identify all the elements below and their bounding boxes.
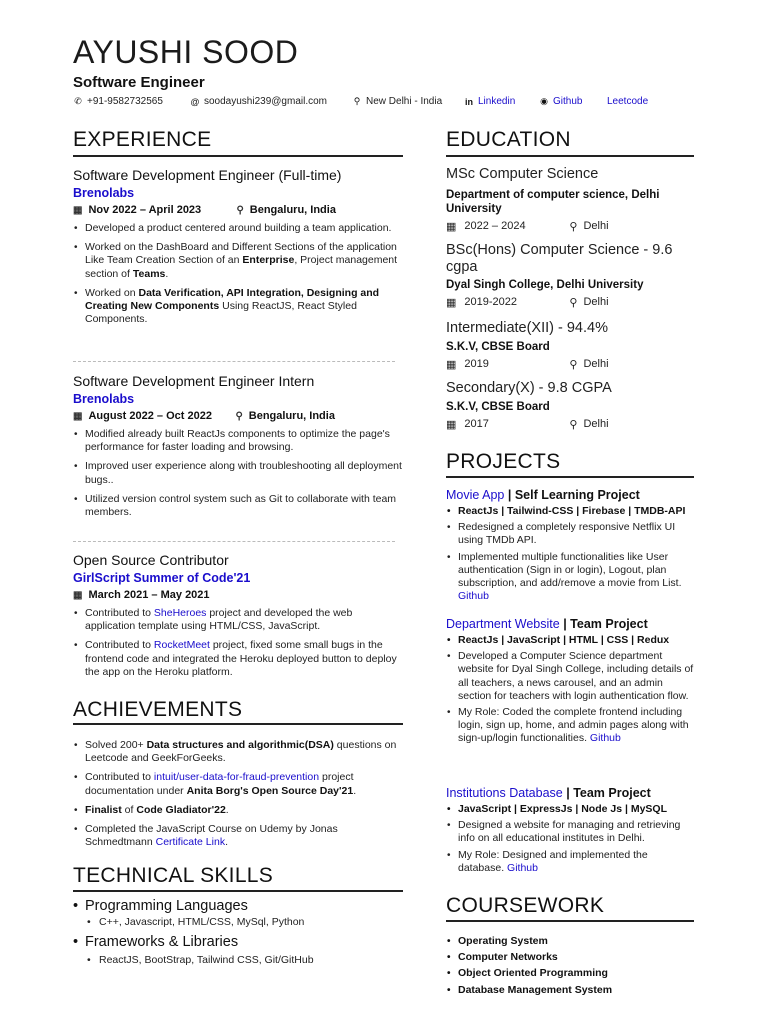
- skill-category: • Frameworks & Libraries: [73, 934, 403, 950]
- skill-items: • ReactJS, BootStrap, Tailwind CSS, Git/GitHub: [73, 954, 403, 966]
- degree: BSc(Hons) Computer Science - 9.6 cgpa: [446, 242, 673, 275]
- location-pin-icon: ⚲: [236, 204, 244, 216]
- list-item: • Solved 200+ Data structures and algorithmic(DSA) questions on Leetcode and GeekForGeeks.: [73, 739, 403, 765]
- degree: Intermediate(XII) - 94.4%: [446, 320, 608, 336]
- calendar-icon: ▦: [446, 221, 457, 233]
- edu-years: 2019-2022: [464, 296, 518, 308]
- skill-items: • C++, Javascript, HTML/CSS, MySql, Python: [73, 916, 403, 928]
- location-contact: [352, 96, 464, 107]
- entry-divider: [73, 361, 395, 362]
- linkedin-contact[interactable]: [464, 96, 539, 107]
- project-github-link[interactable]: Github: [589, 732, 621, 745]
- project-name-link[interactable]: Movie App: [446, 488, 505, 502]
- project-type: | Team Project: [562, 786, 651, 800]
- calendar-icon: ▦: [73, 589, 83, 601]
- project-entry: [446, 488, 694, 606]
- achievements-heading: ACHIEVEMENTS: [73, 698, 243, 721]
- edu-years: 2022 – 2024: [464, 220, 526, 232]
- list-item: • Database Management System: [446, 984, 694, 997]
- rocketmeet-link[interactable]: RocketMeet: [153, 639, 210, 652]
- list-item: • Developed a Computer Science department website for Dyal Singh College, including details of all teachers, a news carousel, and an admin section for teachers with login authentication flow.: [446, 650, 694, 703]
- list-item: • Developed a product centered around building a team application.: [73, 222, 403, 235]
- institution: S.K.V, CBSE Board: [446, 401, 550, 413]
- list-item: • Worked on Data Verification, API Integration, Designing and Creating New Components Using ReactJS, React Styled Components.: [73, 287, 403, 327]
- degree: Secondary(X) - 9.8 CGPA: [446, 380, 612, 396]
- edu-years: 2017: [464, 418, 489, 430]
- certificate-link[interactable]: Certificate Link: [155, 836, 226, 849]
- list-item: • Contributed to RocketMeet project, fixed some small bugs in the frontend code and integrated the Heroku deployed button to deploy the app on the Heroku platform.: [73, 639, 403, 679]
- job-title: Open Source Contributor: [73, 552, 229, 568]
- job-location: Bengaluru, India: [249, 204, 336, 216]
- linkedin-icon: in: [465, 96, 473, 107]
- list-item: • Implemented multiple functionalities like User authentication (Sign in or login), Logout, plan subscription, and add/remove a movie from List. Github: [446, 551, 694, 604]
- section-divider: [73, 890, 403, 892]
- education-entry: [446, 242, 694, 309]
- list-item: • Improved user experience along with troubleshooting all deployment bugs..: [73, 460, 403, 486]
- edu-location: Delhi: [583, 220, 609, 232]
- project-type: | Self Learning Project: [504, 488, 640, 502]
- list-item: • Designed a website for managing and retrieving info on all educational institutes in Delhi.: [446, 819, 694, 845]
- email-contact[interactable]: [190, 96, 352, 107]
- github-link[interactable]: Github: [553, 96, 583, 107]
- list-item: • Contributed to SheHeroes project and developed the web application template using HTML/CSS, JavaScript.: [73, 607, 403, 633]
- achievements-list: [73, 739, 403, 855]
- job-title: Software Development Engineer (Full-time): [73, 167, 342, 183]
- location-text: New Delhi - India: [366, 96, 443, 107]
- job-dates: August 2022 – Oct 2022: [88, 410, 212, 422]
- intuit-project-link[interactable]: intuit/user-data-for-fraud-prevention: [153, 771, 320, 784]
- edu-location: Delhi: [583, 296, 609, 308]
- experience-heading: EXPERIENCE: [73, 128, 212, 151]
- list-item: • My Role: Coded the complete frontend including login, sign up, home, and admin pages along with sign-up/login functionalities. Github: [446, 706, 694, 746]
- edu-years: 2019: [464, 358, 489, 370]
- projects-heading: PROJECTS: [446, 450, 561, 473]
- section-divider: [446, 476, 694, 478]
- project-name-link[interactable]: Institutions Database: [446, 786, 563, 800]
- calendar-icon: ▦: [73, 204, 83, 216]
- education-heading: EDUCATION: [446, 128, 571, 151]
- list-item: • Operating System: [446, 935, 694, 948]
- education-entry: [446, 380, 694, 431]
- edu-location: Delhi: [583, 418, 609, 430]
- list-item: • Modified already built ReactJs components to optimize the page's performance for faster loading and browsing.: [73, 428, 403, 454]
- location-pin-icon: ⚲: [569, 297, 578, 309]
- phone-text: +91-9582732565: [87, 96, 163, 107]
- email-text[interactable]: soodayushi239@gmail.com: [204, 96, 327, 107]
- job-dates: Nov 2022 – April 2023: [88, 204, 202, 216]
- job-title: Software Development Engineer Intern: [73, 373, 315, 389]
- tech-stack: • ReactJs | Tailwind-CSS | Firebase | TMDB-API: [446, 505, 694, 518]
- section-divider: [446, 155, 694, 157]
- skill-category: • Programming Languages: [73, 898, 403, 914]
- project-entry: [446, 786, 694, 878]
- education-entry: [446, 166, 694, 233]
- tech-stack: • JavaScript | ExpressJs | Node Js | MySQL: [446, 803, 694, 816]
- phone-icon: ✆: [74, 96, 82, 106]
- list-item: • Computer Networks: [446, 951, 694, 964]
- job-location: Bengaluru, India: [248, 410, 335, 422]
- github-icon: ◉: [540, 96, 548, 106]
- leetcode-contact[interactable]: [607, 96, 648, 107]
- section-divider: [73, 723, 403, 725]
- section-divider: [73, 155, 403, 157]
- calendar-icon: ▦: [73, 410, 83, 422]
- location-pin-icon: ⚲: [569, 359, 578, 371]
- project-github-link[interactable]: Github: [458, 590, 489, 603]
- resume-role: Software Engineer: [73, 74, 205, 91]
- institution: Department of computer science, Delhi University: [446, 189, 660, 215]
- list-item: • Worked on the DashBoard and Different Sections of the application Like Team Creation Section of an Enterprise, Project management section of Teams.: [73, 241, 403, 281]
- project-name-link[interactable]: Department Website: [446, 617, 560, 631]
- skills-list: [73, 898, 403, 966]
- tech-stack: • ReactJs | JavaScript | HTML | CSS | Redux: [446, 634, 694, 647]
- entry-divider: [73, 541, 395, 542]
- github-contact[interactable]: [539, 96, 607, 107]
- job-dates: March 2021 – May 2021: [88, 589, 210, 601]
- project-entry: [446, 617, 694, 749]
- institution: Dyal Singh College, Delhi University: [446, 279, 644, 291]
- leetcode-link[interactable]: Leetcode: [607, 96, 649, 107]
- coursework-heading: COURSEWORK: [446, 894, 605, 917]
- list-item: • Contributed to intuit/user-data-for-fraud-prevention project documentation under Anita Borg's Open Source Day'21.: [73, 771, 403, 797]
- calendar-icon: ▦: [446, 359, 457, 371]
- institution: S.K.V, CBSE Board: [446, 341, 550, 353]
- list-item: • Redesigned a completely responsive Netflix UI using TMDb API.: [446, 521, 694, 547]
- education-entry: [446, 320, 694, 371]
- location-pin-icon: ⚲: [569, 419, 578, 431]
- degree: MSc Computer Science: [446, 166, 599, 182]
- list-item: • Object Oriented Programming: [446, 967, 694, 980]
- experience-entry: [73, 552, 403, 685]
- linkedin-link[interactable]: Linkedin: [478, 96, 516, 107]
- at-icon: @: [190, 96, 200, 107]
- edu-location: Delhi: [583, 358, 609, 370]
- calendar-icon: ▦: [446, 419, 457, 431]
- skills-heading: TECHNICAL SKILLS: [73, 864, 274, 887]
- company-link[interactable]: Brenolabs: [73, 392, 135, 406]
- location-pin-icon: ⚲: [235, 410, 243, 422]
- project-type: | Team Project: [559, 617, 648, 631]
- calendar-icon: ▦: [446, 297, 457, 309]
- list-item: • Completed the JavaScript Course on Udemy by Jonas Schmedtmann Certificate Link.: [73, 823, 403, 849]
- sheheroes-link[interactable]: SheHeroes: [153, 607, 207, 619]
- experience-entry: [73, 373, 403, 525]
- project-github-link[interactable]: Github: [507, 861, 538, 874]
- location-pin-icon: ⚲: [569, 221, 578, 233]
- location-pin-icon: ⚲: [353, 96, 361, 106]
- contact-bar: [73, 96, 648, 107]
- resume-name: AYUSHI SOOD: [73, 34, 299, 70]
- company-link[interactable]: Brenolabs: [73, 186, 135, 200]
- list-item: • Utilized version control system such as Git to collaborate with team members.: [73, 493, 403, 519]
- list-item: • Finalist of Code Gladiator'22.: [73, 804, 403, 817]
- phone-contact: [73, 96, 190, 107]
- company-link[interactable]: GirlScript Summer of Code'21: [73, 571, 251, 585]
- experience-entry: [73, 167, 403, 332]
- section-divider: [446, 920, 694, 922]
- list-item: • My Role: Designed and implemented the database. Github: [446, 849, 694, 875]
- coursework-list: [446, 935, 694, 1000]
